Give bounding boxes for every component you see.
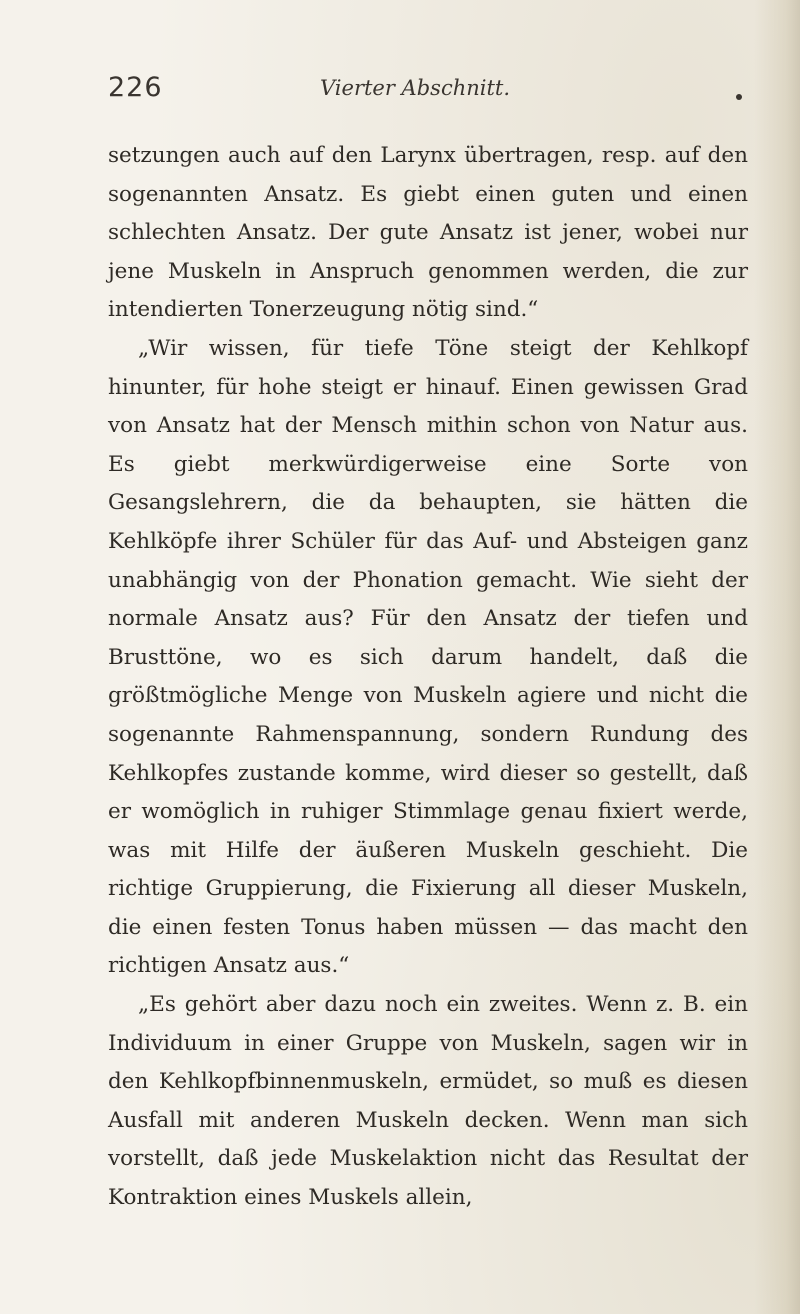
body-text <box>108 137 748 1218</box>
running-head: Vierter Abschnitt. <box>320 76 511 100</box>
page-number: 226 <box>108 72 163 103</box>
page-edge-shadow <box>754 0 800 1314</box>
paragraph-zweites: „Es gehört aber dazu noch ein zweites. Wenn z. B. ein Individuum in einer Gruppe von Muskeln, sagen wir in den Kehlkopfbinnenmuskeln, ermüdet, so muß es diesen Ausfall mit anderen Muskeln decken. Wenn man sich vorstellt, daß jede Muskelaktion nicht das Resultat der Kontraktion eines Muskels allein, <box>108 992 748 1211</box>
margin-dot <box>736 94 742 100</box>
page-header <box>108 72 748 112</box>
paragraph-continuation: setzungen auch auf den Larynx übertragen, resp. auf den sogenannten Ansatz. Es giebt einen guten und einen schlechten Ansatz. Der gute Ansatz ist jener, wobei nur jene Muskeln in Anspruch genommen werden, die zur intendierten Tonerzeugung nötig sind.“ <box>108 143 748 323</box>
paragraph-ansatz: „Wir wissen, für tiefe Töne steigt der Kehlkopf hinunter, für hohe steigt er hinauf. Einen gewissen Grad von Ansatz hat der Mensch mithin schon von Natur aus. Es giebt merkwürdigerweise eine Sorte von Gesangslehrern, die da behaupten, sie hätten die Kehlköpfe ihrer Schüler für das Auf- und Absteigen ganz unabhängig von der Phonation gemacht. Wie sieht der normale Ansatz aus? Für den Ansatz der tiefen und Brusttöne, wo es sich darum handelt, daß die größtmögliche Menge von Muskeln agiere und nicht die sogenannte Rahmenspannung, sondern Rundung des Kehlkopfes zustande komme, wird dieser so gestellt, daß er womöglich in ruhiger Stimmlage genau fixiert werde, was mit Hilfe der äußeren Muskeln geschieht. Die richtige Gruppierung, die Fixierung all dieser Muskeln, die einen festen Tonus haben müssen — das macht den richtigen Ansatz aus.“ <box>108 335 748 979</box>
